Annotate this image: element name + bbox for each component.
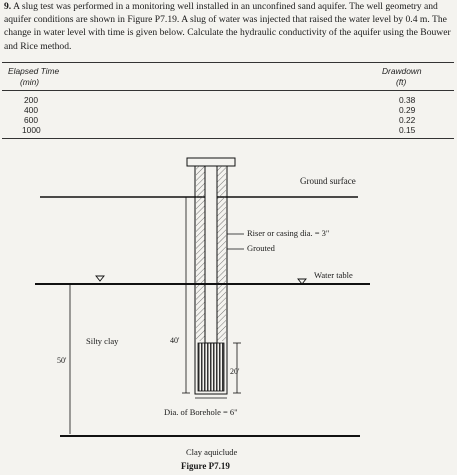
table-cell-time: 200 [24,95,38,105]
table-cell-drawdown: 0.38 [399,95,416,105]
col-drawdown-unit: (ft) [396,77,407,87]
dim-20-label: 20' [230,367,240,376]
col-time-header: Elapsed Time [8,66,60,76]
borehole-label: Dia. of Borehole = 6" [164,407,238,417]
table-header-rule [2,90,454,91]
clay-aquiclude-label: Clay aquiclude [186,447,238,457]
table-top-rule [2,62,454,63]
dim-40-label: 40' [170,336,180,345]
grouted-label: Grouted [247,243,275,253]
col-time-unit: (min) [20,77,40,87]
table-cell-time: 400 [24,105,38,115]
table-cell-drawdown: 0.15 [399,125,416,135]
table-cell-time: 600 [24,115,38,125]
water-table-marker-left-icon [96,276,104,281]
figure-caption: Figure P7.19 [181,461,230,471]
table-bottom-rule [2,138,454,139]
silty-clay-label: Silty clay [86,336,119,346]
water-table-label: Water table [314,270,353,280]
table-cell-drawdown: 0.22 [399,115,416,125]
table-cell-drawdown: 0.29 [399,105,416,115]
table-cell-time: 1000 [22,125,41,135]
col-drawdown-header: Drawdown [382,66,422,76]
riser-casing [205,166,217,343]
dim-50-label: 50' [57,356,67,365]
problem-text: A slug test was performed in a monitoring well installed in an unconfined sand aquifer. The well geometry and aquifer conditions are shown in Figure P7.19. A slug of water was injected that raised the water level by 0.4 m. The change in water level with time is given below. Calculate the hydraulic conductivity of the aquifer using the Bouwer and Rice method. [4,1,451,52]
ground-surface-label: Ground surface [300,176,356,186]
problem-number: 9. [4,1,12,12]
well-cap [187,158,235,166]
riser-label: Riser or casing dia. = 3" [247,228,330,238]
figure-p7-19 [0,150,457,475]
well-screen [198,343,224,391]
problem-statement [4,0,452,53]
